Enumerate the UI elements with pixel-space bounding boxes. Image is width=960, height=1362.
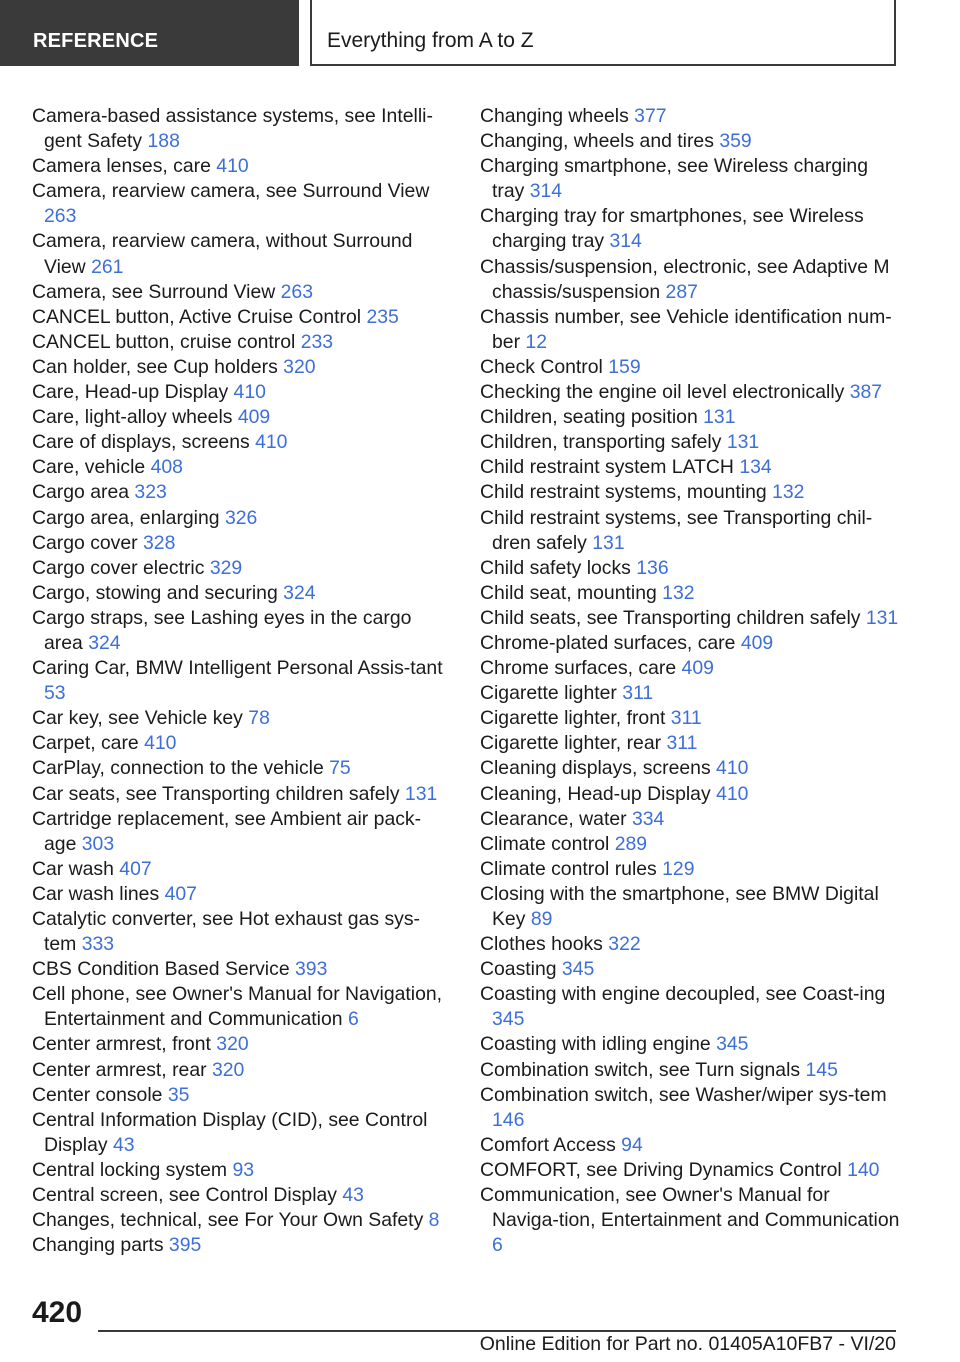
index-entry bbox=[32, 179, 452, 229]
page-reference-link[interactable]: 314 bbox=[529, 180, 563, 203]
index-entry bbox=[32, 104, 452, 154]
index-entry-text: Coasting with idling engine bbox=[480, 1033, 711, 1056]
index-entry bbox=[480, 1032, 900, 1057]
index-entry-text: Children, transporting safely bbox=[480, 431, 722, 454]
index-entry bbox=[32, 907, 452, 957]
section-tab bbox=[0, 0, 299, 66]
index-entry-text: Center console bbox=[32, 1083, 163, 1106]
index-entry-text: Can holder, see Cup holders bbox=[32, 355, 278, 378]
index-entry bbox=[480, 204, 900, 254]
page-reference-link[interactable]: 408 bbox=[150, 456, 183, 479]
page-reference-link[interactable]: 159 bbox=[608, 355, 641, 378]
index-entry-text: Communication, see Owner's Manual for Naviga‐tion, Entertainment and Communication bbox=[480, 1184, 900, 1232]
index-entry-text: Clothes hooks bbox=[480, 933, 603, 956]
page-reference-link[interactable]: 6 bbox=[347, 1008, 359, 1031]
index-entry bbox=[480, 957, 900, 982]
index-entry-text: Chrome-plated surfaces, care bbox=[480, 631, 736, 654]
index-entry bbox=[32, 1208, 452, 1233]
page-reference-link[interactable]: 407 bbox=[119, 857, 152, 880]
section-title: REFERENCE bbox=[33, 30, 159, 52]
index-entry-text: Check Control bbox=[480, 355, 603, 378]
index-entry bbox=[480, 430, 900, 455]
index-entry bbox=[480, 1058, 900, 1083]
index-entry bbox=[32, 1233, 452, 1258]
index-entry bbox=[480, 455, 900, 480]
page-reference-link[interactable]: 393 bbox=[295, 958, 328, 981]
page-reference-link[interactable]: 345 bbox=[716, 1033, 749, 1056]
index-entry bbox=[480, 305, 900, 355]
page-reference-link[interactable]: 320 bbox=[211, 1058, 245, 1081]
index-entry-text: Center armrest, front bbox=[32, 1033, 211, 1056]
page-reference-link[interactable]: 287 bbox=[665, 280, 698, 303]
page-reference-link[interactable]: 345 bbox=[561, 958, 595, 981]
index-entry-text: Center armrest, rear bbox=[32, 1058, 207, 1081]
index-entry-text: Central screen, see Control Display bbox=[32, 1184, 337, 1207]
page-reference-link[interactable]: 320 bbox=[216, 1033, 249, 1056]
page-reference-link[interactable]: 410 bbox=[144, 732, 177, 755]
page-reference-link[interactable]: 334 bbox=[631, 807, 665, 830]
index-column-left bbox=[32, 104, 452, 1258]
index-entry bbox=[480, 807, 900, 832]
index-entry bbox=[32, 1058, 452, 1083]
page-reference-link[interactable]: 323 bbox=[134, 481, 167, 504]
index-entry-text: Charging tray for smartphones, see Wireless charging tray bbox=[480, 205, 864, 253]
index-entry-text: Cargo cover bbox=[32, 531, 138, 554]
index-entry-text: Children, seating position bbox=[480, 406, 698, 429]
page-reference-link[interactable]: 8 bbox=[428, 1209, 440, 1232]
index-entry bbox=[32, 355, 452, 380]
page-reference-link[interactable]: 75 bbox=[329, 757, 351, 780]
index-entry-text: Cargo area bbox=[32, 481, 130, 504]
index-entry-text: Camera, see Surround View bbox=[32, 280, 276, 303]
page-reference-link[interactable]: 235 bbox=[366, 305, 399, 328]
index-entry bbox=[32, 882, 452, 907]
index-entry-text: Closing with the smartphone, see BMW Digital Key bbox=[480, 882, 879, 930]
index-entry bbox=[32, 229, 452, 279]
index-entry-text: Climate control bbox=[480, 832, 610, 855]
page-reference-link[interactable]: 320 bbox=[283, 355, 316, 378]
page-reference-link[interactable]: 328 bbox=[143, 531, 176, 554]
index-entry bbox=[32, 706, 452, 731]
index-entry bbox=[480, 882, 900, 932]
index-entry bbox=[32, 305, 452, 330]
index-entry bbox=[32, 280, 452, 305]
index-entry-text: Car seats, see Transporting children safely bbox=[32, 782, 400, 805]
index-entry-text: Clearance, water bbox=[480, 807, 627, 830]
index-entry-text: Cargo, stowing and securing bbox=[32, 581, 278, 604]
index-entry bbox=[32, 380, 452, 405]
page-reference-link[interactable]: 53 bbox=[44, 682, 66, 705]
index-column-right bbox=[480, 104, 900, 1258]
index-entry bbox=[32, 782, 452, 807]
page-number: 420 bbox=[32, 1296, 83, 1329]
index-entry bbox=[480, 857, 900, 882]
page-reference-link[interactable]: 409 bbox=[237, 406, 271, 429]
index-entry bbox=[32, 480, 452, 505]
page-heading: Everything from A to Z bbox=[327, 29, 534, 52]
index-entry-text: Camera, rearview camera, without Surround View bbox=[32, 230, 413, 278]
page-reference-link[interactable]: 94 bbox=[621, 1133, 643, 1156]
index-entry bbox=[480, 756, 900, 781]
index-entry bbox=[480, 480, 900, 505]
index-entry-text: Car key, see Vehicle key bbox=[32, 707, 243, 730]
index-entry-text: Child restraint system LATCH bbox=[480, 456, 734, 479]
index-entry bbox=[480, 1083, 900, 1133]
index-entry-text: Carpet, care bbox=[32, 732, 139, 755]
index-entry bbox=[32, 807, 452, 857]
index-entry-text: Combination switch, see Turn signals bbox=[480, 1058, 801, 1081]
index-entry bbox=[480, 982, 900, 1032]
page-reference-link[interactable]: 263 bbox=[44, 205, 77, 228]
index-entry-text: Chrome surfaces, care bbox=[480, 657, 677, 680]
index-entry bbox=[480, 154, 900, 204]
page-reference-link[interactable]: 145 bbox=[805, 1058, 838, 1081]
index-entry bbox=[32, 154, 452, 179]
index-entry bbox=[32, 405, 452, 430]
index-entry-text: Cleaning, Head-up Display bbox=[480, 782, 711, 805]
page-reference-link[interactable]: 131 bbox=[404, 782, 438, 805]
page-reference-link[interactable]: 409 bbox=[740, 631, 774, 654]
index-entry-text: Catalytic converter, see Hot exhaust gas sys‐tem bbox=[32, 908, 420, 956]
page-reference-link[interactable]: 12 bbox=[525, 330, 547, 353]
index-entry bbox=[480, 1133, 900, 1158]
index-entry bbox=[32, 1032, 452, 1057]
index-entry bbox=[32, 506, 452, 531]
index-entry-text: Checking the engine oil level electronically bbox=[480, 381, 845, 404]
page-reference-link[interactable]: 311 bbox=[666, 732, 698, 755]
footer-edition: Online Edition for Part no. 01405A10FB7 - VI/20 bbox=[479, 1333, 896, 1355]
index-entry-text: Coasting with engine decoupled, see Coast‐ing bbox=[480, 983, 886, 1006]
index-entry bbox=[32, 556, 452, 581]
index-entry-text: Chassis/suspension, electronic, see Adaptive M chassis/suspension bbox=[480, 255, 890, 303]
index-entry bbox=[32, 581, 452, 606]
page-reference-link[interactable]: 35 bbox=[167, 1083, 190, 1106]
index-entry bbox=[480, 631, 900, 656]
index-entry-text: Care, Head-up Display bbox=[32, 381, 229, 404]
index-entry-text: Cigarette lighter, front bbox=[480, 707, 666, 730]
index-entry-text: Comfort Access bbox=[480, 1133, 616, 1156]
page-reference-link[interactable]: 324 bbox=[88, 631, 121, 654]
page-reference-link[interactable]: 329 bbox=[209, 556, 243, 579]
index-entry-text: Changing wheels bbox=[480, 105, 629, 127]
page-reference-link[interactable]: 140 bbox=[847, 1158, 880, 1181]
page-reference-link[interactable]: 410 bbox=[216, 155, 249, 178]
index-entry-text: Car wash bbox=[32, 857, 114, 880]
page-reference-link[interactable]: 410 bbox=[716, 782, 749, 805]
index-entry-text: Camera, rearview camera, see Surround View bbox=[32, 180, 430, 203]
index-entry-text: Cigarette lighter, rear bbox=[480, 732, 662, 755]
index-entry bbox=[32, 731, 452, 756]
index-entry-text: Climate control rules bbox=[480, 857, 657, 880]
page-reference-link[interactable]: 131 bbox=[865, 606, 899, 629]
index-entry bbox=[480, 606, 900, 631]
page-reference-link[interactable]: 345 bbox=[492, 1008, 525, 1031]
page-reference-link[interactable]: 131 bbox=[726, 431, 760, 454]
index-entry bbox=[32, 1158, 452, 1183]
page-reference-link[interactable]: 410 bbox=[255, 431, 288, 454]
page-reference-link[interactable]: 93 bbox=[232, 1158, 255, 1181]
index-entry bbox=[480, 506, 900, 556]
page-reference-link[interactable]: 409 bbox=[681, 657, 714, 680]
page-reference-link[interactable]: 407 bbox=[164, 882, 197, 905]
index-entry bbox=[480, 932, 900, 957]
index-entry bbox=[480, 706, 900, 731]
index-entry bbox=[480, 782, 900, 807]
index-entry bbox=[32, 330, 452, 355]
page-reference-link[interactable]: 6 bbox=[492, 1234, 503, 1257]
index-entry bbox=[480, 129, 900, 154]
page-reference-link[interactable]: 146 bbox=[492, 1108, 525, 1131]
index-entry bbox=[480, 405, 900, 430]
index-entry-text: Cargo cover electric bbox=[32, 556, 205, 579]
page-reference-link[interactable]: 43 bbox=[342, 1184, 364, 1207]
page-reference-link[interactable]: 136 bbox=[636, 556, 669, 579]
index-entry-text: Caring Car, BMW Intelligent Personal Assis‐tant bbox=[32, 657, 443, 680]
index-entry-text: Camera lenses, care bbox=[32, 155, 211, 178]
index-entry-text: Combination switch, see Washer/wiper sys‐tem bbox=[480, 1083, 887, 1106]
index-entry bbox=[32, 430, 452, 455]
index-entry-text: Child seat, mounting bbox=[480, 581, 657, 604]
page-reference-link[interactable]: 359 bbox=[719, 130, 752, 153]
index-entry-text: Central Information Display (CID), see Control Display bbox=[32, 1108, 428, 1156]
index-entry-text: Care of displays, screens bbox=[32, 431, 250, 454]
page-reference-link[interactable]: 395 bbox=[168, 1234, 202, 1257]
page-reference-link[interactable]: 410 bbox=[233, 381, 266, 404]
page-reference-link[interactable]: 261 bbox=[91, 255, 124, 278]
index-entry bbox=[32, 756, 452, 781]
index-entry-text: Child restraint systems, mounting bbox=[480, 481, 767, 504]
page-reference-link[interactable]: 377 bbox=[634, 105, 667, 127]
index-entry-text: Child safety locks bbox=[480, 556, 631, 579]
page-reference-link[interactable]: 314 bbox=[609, 230, 642, 253]
page-reference-link[interactable]: 131 bbox=[703, 406, 736, 429]
index-entry bbox=[480, 1183, 900, 1258]
index-entry-text: Car wash lines bbox=[32, 882, 160, 905]
page-reference-link[interactable]: 233 bbox=[300, 330, 334, 353]
index-entry bbox=[480, 731, 900, 756]
index-entry bbox=[32, 982, 452, 1032]
page-reference-link[interactable]: 303 bbox=[81, 832, 115, 855]
index-entry bbox=[32, 656, 452, 706]
header-title-box bbox=[310, 0, 896, 66]
index-entry bbox=[480, 255, 900, 305]
index-entry bbox=[32, 531, 452, 556]
index-entry bbox=[480, 380, 900, 405]
index-entry bbox=[480, 681, 900, 706]
page-reference-link[interactable]: 188 bbox=[147, 130, 180, 153]
index-entry-text: Cartridge replacement, see Ambient air pack‐age bbox=[32, 807, 422, 855]
index-entry bbox=[32, 1183, 452, 1208]
index-entry-text: Charging smartphone, see Wireless charging tray bbox=[480, 155, 869, 203]
index-entry-text: CANCEL button, cruise control bbox=[32, 330, 296, 353]
index-entry bbox=[480, 1158, 900, 1183]
page-reference-link[interactable]: 78 bbox=[248, 707, 270, 730]
index-entry bbox=[32, 957, 452, 982]
page-reference-link[interactable]: 322 bbox=[608, 933, 641, 956]
page-reference-link[interactable]: 311 bbox=[622, 682, 654, 705]
index-entry-text: Care, light-alloy wheels bbox=[32, 406, 233, 429]
index-entry bbox=[480, 556, 900, 581]
index-entry-text: Coasting bbox=[480, 958, 557, 981]
page-reference-link[interactable]: 387 bbox=[849, 381, 883, 404]
page-reference-link[interactable]: 289 bbox=[614, 832, 648, 855]
index-entry-text: Cleaning displays, screens bbox=[480, 757, 711, 780]
page-reference-link[interactable]: 129 bbox=[662, 857, 695, 880]
page-reference-link[interactable]: 410 bbox=[716, 757, 749, 780]
page-reference-link[interactable]: 89 bbox=[530, 908, 553, 930]
index-entry bbox=[480, 832, 900, 857]
index-entry-text: Camera-based assistance systems, see Intelli‐gent Safety bbox=[32, 105, 433, 153]
page-reference-link[interactable]: 132 bbox=[772, 481, 805, 504]
footer-divider bbox=[98, 1330, 896, 1332]
index-entry-text: Child seats, see Transporting children safely bbox=[480, 606, 861, 629]
page-reference-link[interactable]: 333 bbox=[81, 933, 115, 956]
index-entry-text: Chassis number, see Vehicle identification num‐ber bbox=[480, 305, 892, 353]
index-entry-text: Cargo area, enlarging bbox=[32, 506, 220, 529]
index-entry bbox=[480, 355, 900, 380]
index-entry bbox=[32, 455, 452, 480]
page-reference-link[interactable]: 326 bbox=[224, 506, 258, 529]
page-reference-link[interactable]: 43 bbox=[112, 1133, 135, 1156]
index-entry-text: CarPlay, connection to the vehicle bbox=[32, 757, 324, 780]
index-entry bbox=[32, 857, 452, 882]
page-reference-link[interactable]: 263 bbox=[280, 280, 313, 303]
page-reference-link[interactable]: 134 bbox=[739, 456, 772, 479]
index-entry bbox=[32, 1108, 452, 1158]
index-entry-text: Central locking system bbox=[32, 1158, 228, 1181]
index-entry-text: COMFORT, see Driving Dynamics Control bbox=[480, 1158, 842, 1181]
index-entry-text: Cell phone, see Owner's Manual for Navigation, Entertainment and Communication bbox=[32, 983, 443, 1031]
index-entry-text: Child restraint systems, see Transporting chil‐dren safely bbox=[480, 506, 873, 554]
index-entry bbox=[480, 104, 900, 129]
index-entry-text: Changing parts bbox=[32, 1234, 164, 1257]
index-entry-text: Changing, wheels and tires bbox=[480, 130, 714, 153]
index-entry-text: Changes, technical, see For Your Own Safety bbox=[32, 1209, 424, 1232]
index-entry bbox=[480, 581, 900, 606]
index-entry bbox=[32, 606, 452, 656]
index-entry-text: Cigarette lighter bbox=[480, 682, 617, 705]
index-entry-text: Cargo straps, see Lashing eyes in the cargo area bbox=[32, 606, 412, 654]
page-reference-link[interactable]: 131 bbox=[592, 531, 625, 554]
index-entry bbox=[480, 656, 900, 681]
page-reference-link[interactable]: 324 bbox=[283, 581, 316, 604]
index-entry-text: Care, vehicle bbox=[32, 456, 146, 479]
index-entry-text: CBS Condition Based Service bbox=[32, 958, 290, 981]
page-reference-link[interactable]: 132 bbox=[662, 581, 695, 604]
index-entry-text: CANCEL button, Active Cruise Control bbox=[32, 305, 362, 328]
index-entry bbox=[32, 1083, 452, 1108]
page-reference-link[interactable]: 311 bbox=[670, 707, 702, 730]
